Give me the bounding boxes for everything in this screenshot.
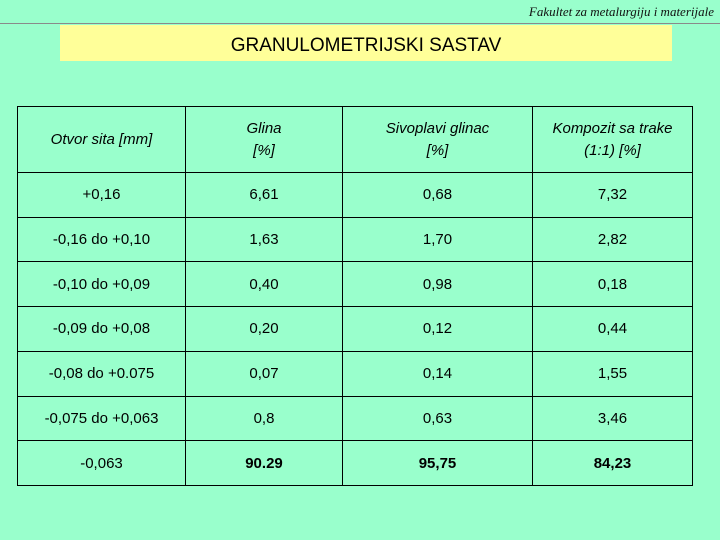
column-header-text: Glina [%] (246, 119, 282, 159)
cell-composite: 1,55 (533, 351, 693, 396)
cell-grey-blue-clay: 0,63 (343, 396, 533, 441)
column-header-clay (186, 107, 343, 173)
cell-sieve-opening: +0,16 (18, 173, 186, 218)
cell-grey-blue-clay: 0,12 (343, 307, 533, 352)
cell-composite: 0,44 (533, 307, 693, 352)
cell-clay: 0,40 (186, 262, 343, 307)
column-header-text: Sivoplavi glinac [%] (385, 119, 490, 159)
table-row (18, 173, 693, 218)
table-row (18, 351, 693, 396)
cell-grey-blue-clay: 1,70 (343, 217, 533, 262)
title-bar (60, 25, 672, 61)
cell-composite: 7,32 (533, 173, 693, 218)
table-row (18, 396, 693, 441)
table-row (18, 262, 693, 307)
column-header-sieve-opening: Otvor sita [mm] (18, 107, 186, 173)
cell-sieve-opening: -0,10 do +0,09 (18, 262, 186, 307)
cell-composite: 0,18 (533, 262, 693, 307)
cell-composite: 2,82 (533, 217, 693, 262)
cell-sieve-opening: -0,063 (18, 441, 186, 486)
cell-grey-blue-clay: 0,14 (343, 351, 533, 396)
faculty-name: Fakultet za metalurgiju i materijale (528, 4, 714, 19)
cell-clay: 1,63 (186, 217, 343, 262)
header-divider (0, 23, 720, 24)
cell-grey-blue-clay: 0,98 (343, 262, 533, 307)
cell-clay: 0,8 (186, 396, 343, 441)
cell-grey-blue-clay: 95,75 (343, 441, 533, 486)
column-header-text: Kompozit sa trake (1:1) [%] (552, 119, 673, 159)
column-header-composite (533, 107, 693, 173)
cell-sieve-opening: -0,075 do +0,063 (18, 396, 186, 441)
page-title: GRANULOMETRIJSKI SASTAV (230, 35, 502, 56)
column-header-grey-blue-clay (343, 107, 533, 173)
cell-clay: 0,20 (186, 307, 343, 352)
cell-sieve-opening: -0,08 do +0.075 (18, 351, 186, 396)
table-row (18, 307, 693, 352)
granulometry-table (17, 106, 693, 486)
table-row (18, 217, 693, 262)
cell-composite: 84,23 (533, 441, 693, 486)
cell-clay: 90.29 (186, 441, 343, 486)
cell-composite: 3,46 (533, 396, 693, 441)
cell-grey-blue-clay: 0,68 (343, 173, 533, 218)
table-header-row (18, 107, 693, 173)
cell-clay: 6,61 (186, 173, 343, 218)
table-row (18, 441, 693, 486)
cell-sieve-opening: -0,09 do +0,08 (18, 307, 186, 352)
cell-sieve-opening: -0,16 do +0,10 (18, 217, 186, 262)
cell-clay: 0,07 (186, 351, 343, 396)
